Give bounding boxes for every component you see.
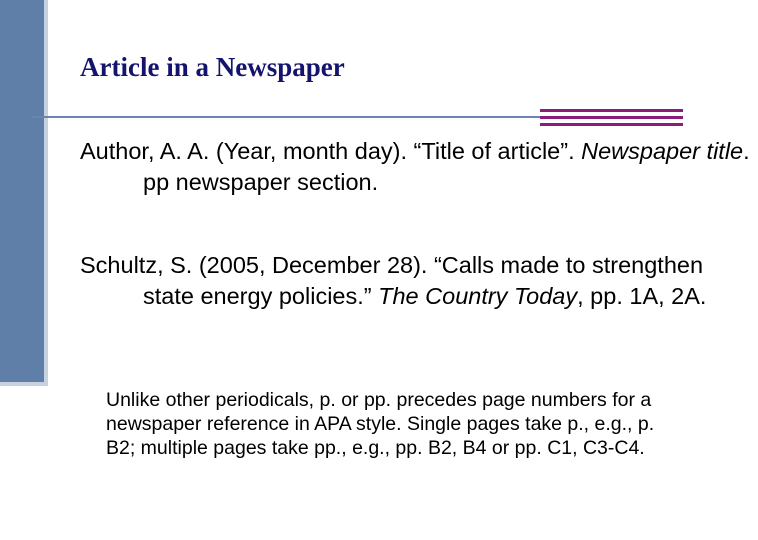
reference-section: . pp newspaper section.: [143, 138, 750, 195]
accent-line: [540, 123, 683, 126]
reference-example: [80, 250, 758, 312]
reference-template: [80, 136, 758, 198]
reference-pages: , pp. 1A, 2A.: [577, 283, 707, 309]
accent-line: [540, 109, 683, 112]
accent-line: [540, 116, 683, 119]
accent-lines: [540, 109, 683, 126]
explanatory-note: Unlike other periodicals, p. or pp. precedes page numbers for a newspaper reference in APA style. Single pages take p., e.g., p. B2; multiple pages take pp., e.g., pp. B2, B4 or pp. C1, C3-C4.: [106, 389, 655, 459]
slide-title: Article in a Newspaper: [80, 52, 345, 82]
reference-newspaper-title: The Country Today: [378, 283, 578, 309]
reference-author-date: Author, A. A. (Year, month day). “Title of article”.: [80, 138, 582, 164]
reference-author-date-title: Schultz, S. (2005, December 28). “Calls made to strengthen state energy policies.”: [80, 252, 704, 309]
side-bar-bottom-shadow: [0, 382, 48, 386]
side-bar-shadow: [44, 0, 48, 386]
reference-newspaper-title: Newspaper title: [581, 138, 744, 164]
side-accent-bar: [0, 0, 44, 382]
